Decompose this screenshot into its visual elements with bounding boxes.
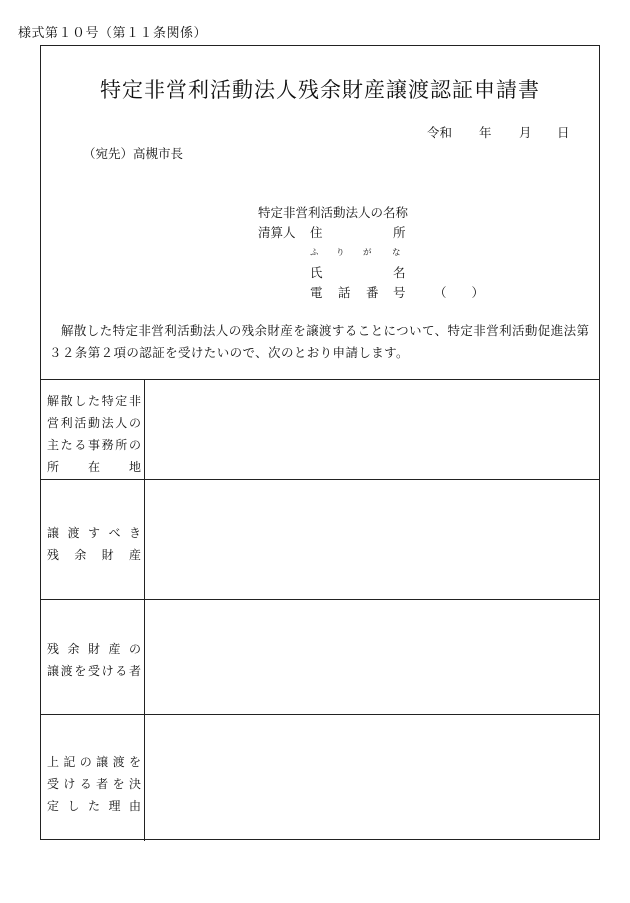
label-char: 余 xyxy=(67,642,80,656)
label-char: る xyxy=(115,664,128,678)
label-line xyxy=(47,797,141,814)
label-line xyxy=(47,775,141,792)
label-line xyxy=(47,546,141,563)
label-char: 定 xyxy=(115,394,128,408)
phone-label-b: 話 xyxy=(338,285,351,300)
label-char: 者 xyxy=(128,664,141,678)
label-char: べ xyxy=(108,526,121,540)
org-name-label: 特定非営利活動法人の名称 xyxy=(258,205,409,220)
label-char: 譲 xyxy=(96,755,109,769)
addressee: （宛先）高槻市長 xyxy=(83,146,184,161)
label-char: を xyxy=(112,777,125,791)
table-row-recipient xyxy=(41,599,599,715)
label-char: の xyxy=(128,642,141,656)
label-line xyxy=(47,392,141,409)
row-label xyxy=(41,480,145,600)
label-char: 者 xyxy=(96,777,109,791)
label-char: 事 xyxy=(87,438,100,452)
label-char: 残 xyxy=(47,548,60,562)
label-char: 産 xyxy=(128,548,141,562)
row-label xyxy=(41,600,145,715)
furigana-label xyxy=(310,246,410,258)
label-char: 余 xyxy=(74,548,87,562)
label-char: 地 xyxy=(128,460,141,474)
label-char: 受 xyxy=(47,777,60,791)
label-char: 主 xyxy=(47,438,60,452)
phone-label-a: 電 xyxy=(310,285,323,300)
label-char: 理 xyxy=(108,799,121,813)
furigana-char: が xyxy=(363,248,372,258)
furigana-char: な xyxy=(392,248,401,258)
label-char: る xyxy=(74,438,87,452)
date-year: 年 xyxy=(479,125,492,140)
label-char: き xyxy=(128,526,141,540)
label-char: の xyxy=(128,438,141,452)
label-char: 散 xyxy=(60,394,73,408)
phone-label-d: 号 xyxy=(393,285,406,300)
label-char: た xyxy=(87,799,100,813)
form-number: 様式第１０号（第１１条関係） xyxy=(18,26,208,41)
label-char: 財 xyxy=(101,548,114,562)
statement-line-1: 解散した特定非営利活動法人の残余財産を譲渡することについて、特定非営利活動促進法第 xyxy=(61,323,590,338)
address-label-a: 住 xyxy=(310,225,323,240)
table-row-residual-assets xyxy=(41,479,599,600)
label-line xyxy=(47,524,141,541)
table-row-office-location xyxy=(41,379,599,480)
liquidator-label: 清算人 xyxy=(258,225,296,240)
label-char: 由 xyxy=(128,799,141,813)
label-char: る xyxy=(79,777,92,791)
name-label-b: 名 xyxy=(393,265,406,280)
statement-line-2: ３２条第２項の認証を受けたいので、次のとおり申請します。 xyxy=(49,345,409,360)
label-char: 決 xyxy=(128,777,141,791)
row-label xyxy=(41,380,145,480)
label-char: 非 xyxy=(128,394,141,408)
date-month: 月 xyxy=(519,125,532,140)
furigana-char: ふ xyxy=(310,248,319,258)
phone-label-c: 番 xyxy=(366,285,379,300)
label-char: 活 xyxy=(74,416,87,430)
label-char: 人 xyxy=(115,416,128,430)
address-label-b: 所 xyxy=(393,225,406,240)
application-form xyxy=(40,45,600,840)
label-char: 譲 xyxy=(47,664,60,678)
label-char: を xyxy=(74,664,87,678)
label-line xyxy=(47,458,141,475)
label-char: の xyxy=(79,755,92,769)
furigana-char: り xyxy=(336,248,345,258)
label-char: 記 xyxy=(63,755,76,769)
label-char: 法 xyxy=(101,416,114,430)
label-char: 渡 xyxy=(112,755,125,769)
label-line xyxy=(47,640,141,657)
label-char: 利 xyxy=(60,416,73,430)
label-char: の xyxy=(128,416,141,430)
label-char: し xyxy=(74,394,87,408)
label-char: 残 xyxy=(47,642,60,656)
label-char: 特 xyxy=(101,394,114,408)
label-char: 務 xyxy=(101,438,114,452)
form-title: 特定非営利活動法人残余財産譲渡認証申請書 xyxy=(100,78,540,102)
table-row-reason xyxy=(41,714,599,841)
label-char: け xyxy=(101,664,114,678)
label-char: 動 xyxy=(87,416,100,430)
label-char: 財 xyxy=(87,642,100,656)
label-char: す xyxy=(87,526,100,540)
label-char: 所 xyxy=(47,460,60,474)
label-line xyxy=(47,753,141,770)
label-char: 上 xyxy=(47,755,60,769)
label-char: け xyxy=(63,777,76,791)
label-char: し xyxy=(67,799,80,813)
label-char: 営 xyxy=(47,416,60,430)
label-char: 解 xyxy=(47,394,60,408)
label-char: を xyxy=(128,755,141,769)
label-char: 譲 xyxy=(47,526,60,540)
name-label-a: 氏 xyxy=(310,265,323,280)
label-char: 定 xyxy=(47,799,60,813)
label-char: 産 xyxy=(108,642,121,656)
date-day: 日 xyxy=(557,125,570,140)
label-line xyxy=(47,414,141,431)
label-char: 在 xyxy=(87,460,100,474)
label-char: 渡 xyxy=(60,664,73,678)
date-era: 令和 xyxy=(427,125,453,140)
row-label xyxy=(41,715,145,841)
label-char: た xyxy=(87,394,100,408)
label-char: 受 xyxy=(87,664,100,678)
label-char: 渡 xyxy=(67,526,80,540)
phone-parentheses: （ ） xyxy=(434,285,485,300)
label-char: 所 xyxy=(115,438,128,452)
label-line xyxy=(47,436,141,453)
label-char: た xyxy=(60,438,73,452)
label-line xyxy=(47,662,141,679)
application-statement xyxy=(49,320,597,364)
